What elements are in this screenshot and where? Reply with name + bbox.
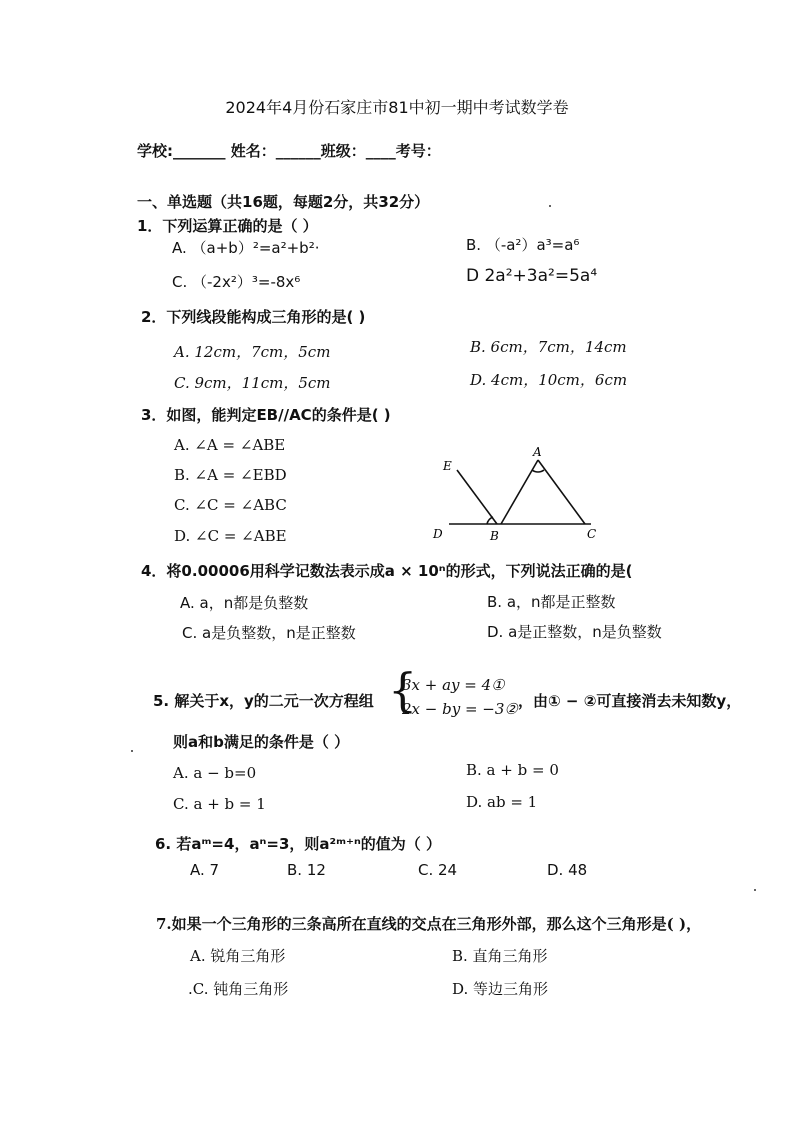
question-5-stem-suffix: ，由① − ②可直接消去未知数y， [518,692,742,710]
question-3-stem: 3．如图，能判定EB//AC的条件是( ) [141,406,391,424]
page-title: 2024年4月份石家庄市81中初一期中考试数学卷 [225,98,569,117]
question-7-option-a: A. 锐角三角形 [190,947,286,965]
question-2-option-a: A. 12cm，7cm，5cm [174,343,331,361]
segment-ac [538,460,585,524]
question-3-option-b: B. ∠A = ∠EBD [174,466,287,484]
question-5-stem-line2: 则a和b满足的条件是（ ） [173,733,350,751]
question-7-stem: 7.如果一个三角形的三条高所在直线的交点在三角形外部，那么这个三角形是( )， [156,915,702,933]
geometry-figure [425,440,615,545]
question-2-option-c: C. 9cm，11cm，5cm [174,374,331,392]
question-6-option-b: B. 12 [287,861,326,879]
section-heading: 一、单选题（共16题，每题2分，共32分） [137,193,430,211]
question-4-stem: 4．将0.00006用科学记数法表示成a × 10ⁿ的形式，下列说法正确的是( [141,562,633,580]
question-1-option-c: C. （-2x²）³=-8x⁶ [172,273,301,291]
question-4-option-b: B. a，n都是正整数 [487,593,616,611]
question-7-option-c: .C. 钝角三角形 [188,980,289,998]
question-6-option-c: C. 24 [418,861,458,879]
question-4-option-c: C. a是负整数，n是正整数 [182,624,356,642]
equation-brace: { [388,663,418,717]
student-info-line: 学校:_______ 姓名：______班级：____考号： [137,142,441,160]
label-a: A [533,445,542,459]
question-7-option-d: D. 等边三角形 [452,980,549,998]
question-3-option-c: C. ∠C = ∠ABC [174,496,287,514]
scan-speck [549,205,551,207]
question-6-option-d: D. 48 [547,861,588,879]
label-d: D [433,527,443,541]
question-5-stem: 5. 解关于x，y的二元一次方程组 [153,692,374,710]
question-2-option-d: D. 4cm，10cm，6cm [470,371,628,389]
scan-speck [754,889,756,891]
angle-mark-ebd [487,517,493,524]
label-b: B [490,529,499,543]
question-2-stem: 2．下列线段能构成三角形的是( ) [141,308,366,326]
label-c: C [587,527,597,541]
question-1-option-d: D 2a²+3a²=5a⁴ [466,266,598,286]
label-e: E [443,459,452,473]
question-4-option-d: D. a是正整数，n是负整数 [487,623,662,641]
question-6-stem: 6. 若aᵐ=4，aⁿ=3，则a²ᵐ⁺ⁿ的值为（ ） [155,835,442,853]
question-5-option-a: A. a − b=0 [173,764,257,782]
question-5-option-d: D. ab = 1 [466,793,538,811]
question-5-option-b: B. a + b = 0 [466,761,559,779]
question-6-option-a: A. 7 [190,861,220,879]
question-2-option-b: B. 6cm，7cm，14cm [470,338,627,356]
question-1-option-a: A. （a+b）²=a²+b²· [172,239,320,257]
segment-eb [457,470,497,524]
question-1-stem: 1．下列运算正确的是（ ） [137,217,318,235]
equation-1: 3x + ay = 4① [402,676,505,694]
scan-speck [131,750,133,752]
question-1-option-b: B. （-a²）a³=a⁶ [466,236,580,254]
question-3-option-a: A. ∠A = ∠ABE [174,436,286,454]
equation-2: 2x − by = −3② [402,700,518,718]
angle-mark-a [532,470,544,472]
question-3-option-d: D. ∠C = ∠ABE [174,527,287,545]
question-4-option-a: A. a，n都是负整数 [180,594,309,612]
question-7-option-b: B. 直角三角形 [452,947,548,965]
question-5-option-c: C. a + b = 1 [173,795,266,813]
